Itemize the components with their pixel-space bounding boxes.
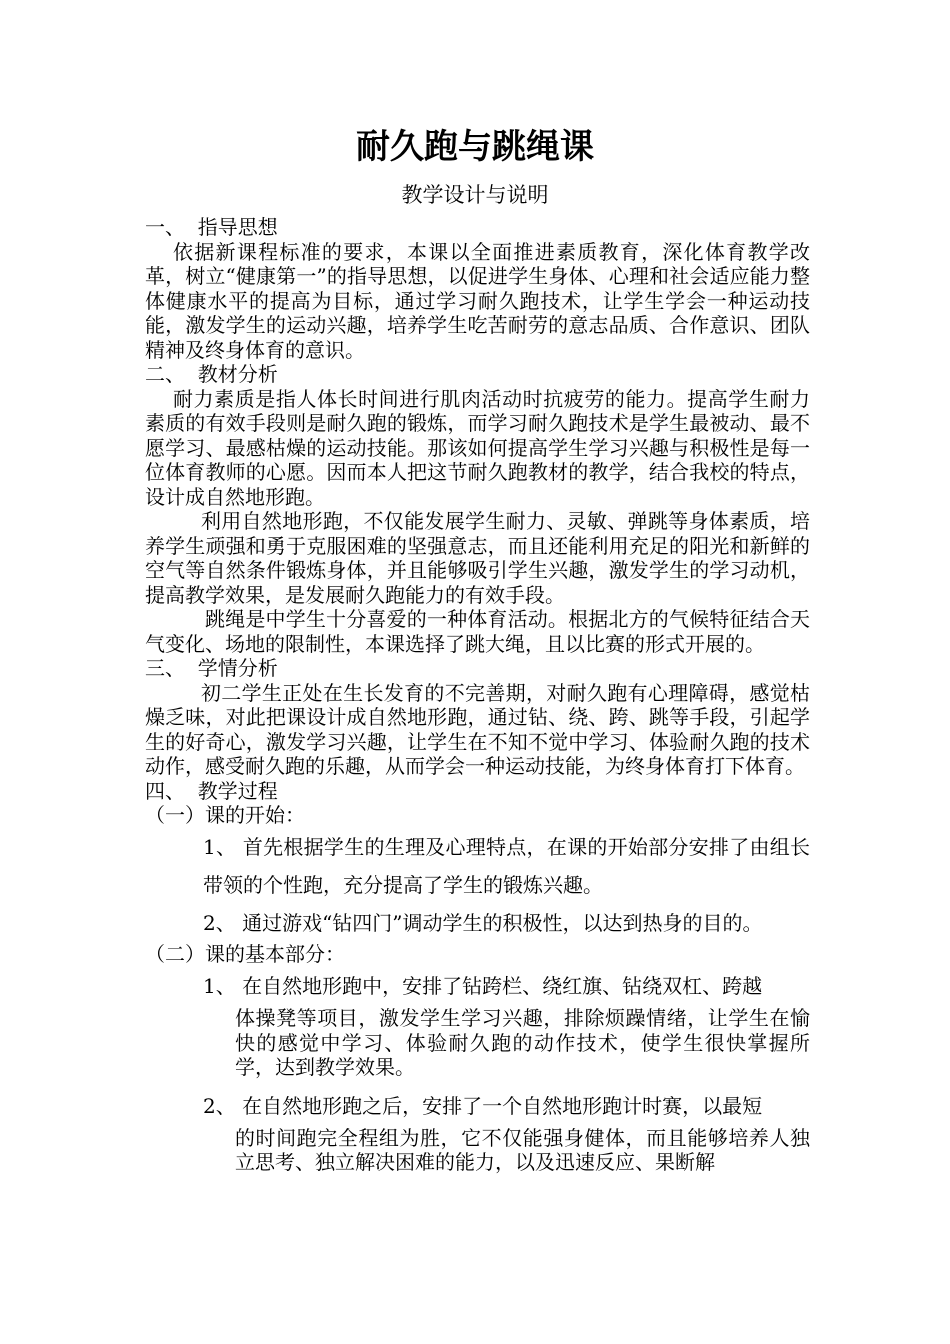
list-item-first-line: 2、 在自然地形跑之后，安排了一个自然地形跑计时赛，以最短 <box>203 1093 763 1118</box>
list-item-first-line: 1、 在自然地形跑中，安排了钻跨栏、绕红旗、钻绕双杠、跨越 <box>203 974 763 998</box>
material-analysis-paragraph-2: 利用自然地形跑，不仅能发展学生耐力、灵敏、弹跳等身体素质，培养学生顽强和勇于克服困难的坚强意志，而且还能利用充足的阳光和新鲜的空气等自然条件锻炼身体，并且能够吸引学生兴趣，激发学生的学习动机，提高教学效果，是发展耐久跑能力的有效手段。 <box>145 509 810 607</box>
list-item-continuation: 体操凳等项目，激发学生学习兴趣，排除烦躁情绪，让学生在愉快的感觉中学习、体验耐久跑的动作技术，使学生很快掌握所学，达到教学效果。 <box>235 1006 810 1079</box>
list-item: 1、 首先根据学生的生理及心理特点，在课的开始部分安排了由组长带领的个性跑，充分提高了学生的锻炼兴趣。 <box>203 834 810 897</box>
document-title: 耐久跑与跳绳课 <box>356 127 594 167</box>
material-analysis-paragraph-1: 耐力素质是指人体长时间进行肌肉活动时抗疲劳的能力。提高学生耐力素质的有效手段则是耐久跑的锻炼，而学习耐久跑技术是学生最被动、最不愿学习、最感枯燥的运动技能。那该如何提高学生学习兴趣与积极性是每一位体育教师的心愿。因而本人把这节耐久跑教材的教学，结合我校的特点，设计成自然地形跑。 <box>145 386 810 509</box>
material-analysis-paragraph-3: 跳绳是中学生十分喜爱的一种体育活动。根据北方的气候特征结合天气变化、场地的限制性，本课选择了跳大绳，且以比赛的形式开展的。 <box>145 607 810 656</box>
document-subtitle: 教学设计与说明 <box>401 183 549 207</box>
guiding-thought-paragraph: 依据新课程标准的要求，本课以全面推进素质教育，深化体育教学改革，树立“健康第一”的指导思想，以促进学生身体、心理和社会适应能力整体健康水平的提高为目标，通过学习耐久跑技术，让学生学会一种运动技能，激发学生的运动兴趣，培养学生吃苦耐劳的意志品质、合作意识、团队精神及终身体育的意识。 <box>145 239 810 362</box>
section-heading-teaching-process: 四、 教学过程 <box>145 778 278 803</box>
document-body <box>145 215 810 1175</box>
student-analysis-paragraph: 初二学生正处在生长发育的不完善期，对耐久跑有心理障碍，感觉枯燥乏味，对此把课设计成自然地形跑，通过钻、绕、跨、跳等手段，引起学生的好奇心，激发学习兴趣，让学生在不知不觉中学习、体验耐久跑的技术动作，感受耐久跑的乐趣，从而学会一种运动技能，为终身体育打下体育。 <box>145 680 810 778</box>
list-item <box>203 966 810 1080</box>
subsection-heading-lesson-start: （一）课的开始： <box>145 803 305 827</box>
section-heading-student-analysis: 三、 学情分析 <box>145 656 278 680</box>
list-item <box>203 1086 810 1175</box>
section-heading-material-analysis: 二、 教材分析 <box>145 362 278 386</box>
section-heading-guiding-thought: 一、 指导思想 <box>145 215 278 239</box>
list-item-continuation: 的时间跑完全程组为胜，它不仅能强身健体，而且能够培养人独立思考、独立解决困难的能力，以及迅速反应、果断解 <box>235 1125 810 1174</box>
subsection-heading-lesson-main: （二）课的基本部分： <box>145 941 345 966</box>
list-item: 2、 通过游戏“钻四门”调动学生的积极性，以达到热身的目的。 <box>203 910 763 935</box>
